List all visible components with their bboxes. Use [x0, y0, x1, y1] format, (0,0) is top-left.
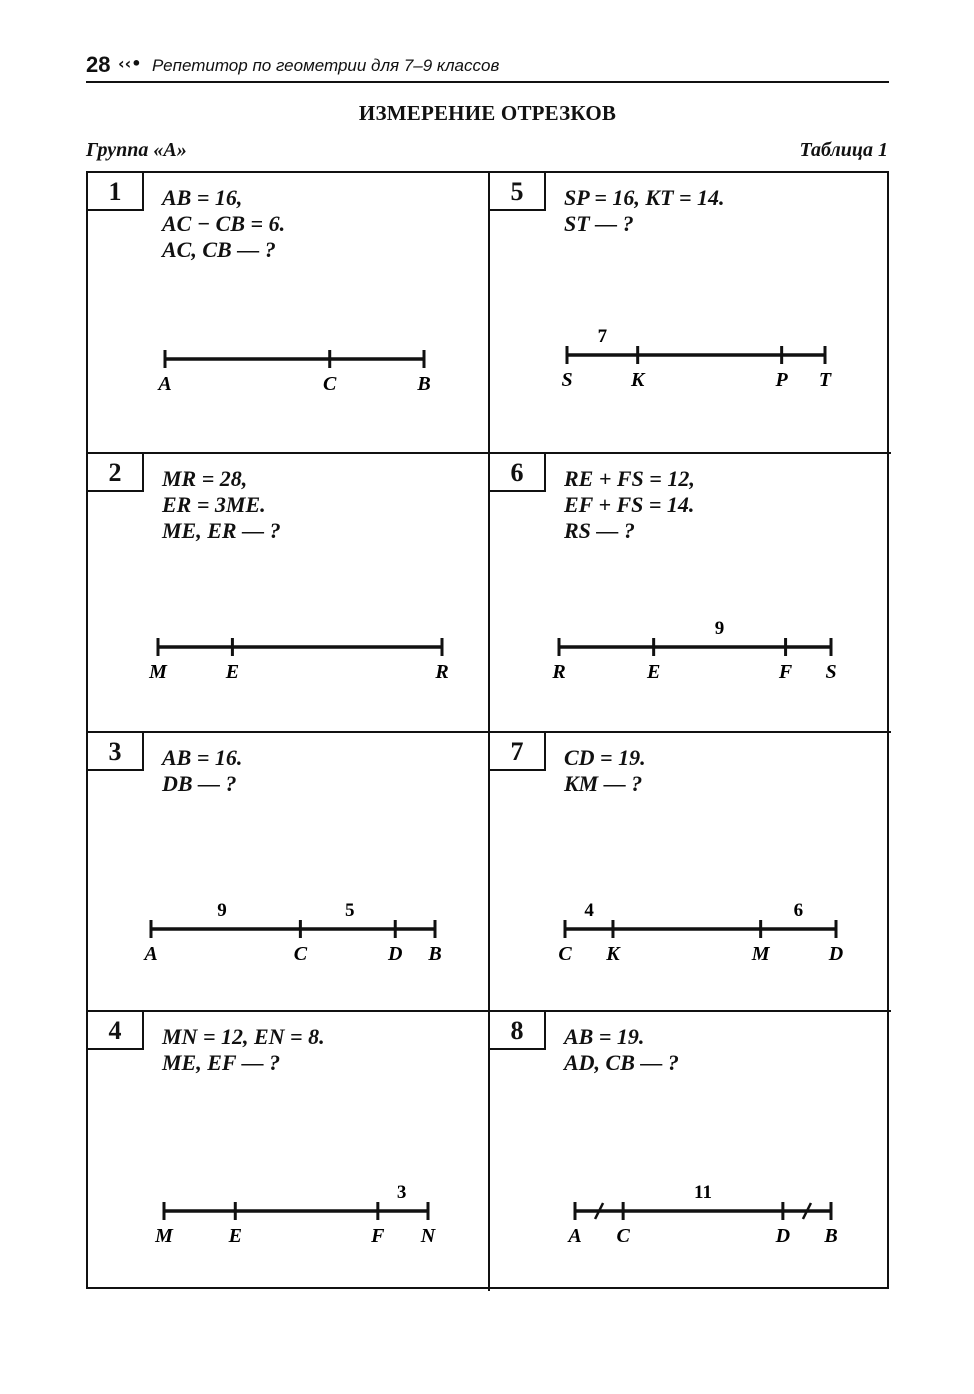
problem-number: 3 — [88, 733, 144, 771]
point-label: A — [158, 373, 172, 395]
problem-number: 8 — [490, 1012, 546, 1050]
point-label: C — [293, 943, 308, 965]
problem-number: 7 — [490, 733, 546, 771]
page-header — [86, 52, 889, 82]
condition-line: SP = 16, KT = 14. — [564, 185, 725, 210]
problem-cell-6 — [488, 452, 891, 733]
point-label: B — [824, 1225, 838, 1247]
point-label: A — [144, 943, 158, 965]
length-label: 9 — [217, 900, 227, 921]
point-label: T — [818, 369, 832, 391]
point-label: M — [155, 1225, 173, 1247]
condition-line: ME, EF — ? — [162, 1050, 281, 1075]
point-label: P — [775, 369, 788, 391]
point-label: R — [552, 661, 566, 683]
problem-conditions — [162, 745, 242, 797]
length-label: 3 — [396, 1182, 407, 1203]
point-label: A — [568, 1225, 582, 1247]
condition-line: ER = 3ME. — [162, 492, 266, 517]
segment-figure — [490, 604, 891, 714]
problem-number: 6 — [490, 454, 546, 492]
problem-cell-1 — [88, 173, 489, 452]
segment-figure — [490, 323, 891, 433]
problem-conditions — [162, 185, 285, 263]
segment-figure — [88, 323, 489, 433]
condition-line: AD, CB — ? — [564, 1050, 679, 1075]
condition-line: DB — ? — [162, 771, 237, 796]
point-label: E — [228, 1225, 242, 1247]
condition-line: ME, ER — ? — [162, 518, 281, 543]
condition-line: AC − CB = 6. — [162, 211, 286, 236]
length-label: 5 — [345, 900, 355, 921]
segment-figure — [88, 604, 489, 714]
condition-line: KM — ? — [564, 771, 643, 796]
point-label: D — [388, 943, 403, 965]
problem-table — [86, 171, 889, 1289]
condition-line: AC, CB — ? — [162, 237, 276, 262]
point-label: R — [435, 661, 449, 683]
point-label: C — [616, 1225, 630, 1247]
condition-line: ST — ? — [564, 211, 634, 236]
running-title: Репетитор по геометрии для 7–9 классов — [152, 56, 500, 75]
segment-figure — [490, 883, 891, 993]
problem-cell-4 — [88, 1010, 489, 1291]
header-rule — [86, 81, 889, 83]
condition-line: EF + FS = 14. — [564, 492, 695, 517]
condition-line: RE + FS = 12, — [564, 466, 695, 491]
length-label: 7 — [597, 326, 608, 347]
length-label: 6 — [793, 900, 804, 921]
segment-figure — [88, 883, 489, 993]
problem-conditions — [564, 466, 695, 544]
condition-line: AB = 16. — [162, 745, 243, 770]
segment-figure — [88, 1162, 489, 1272]
length-label: 9 — [714, 618, 725, 639]
problem-cell-7 — [488, 731, 891, 1012]
table-label: Таблица 1 — [799, 139, 888, 161]
problem-number: 2 — [88, 454, 144, 492]
problem-cell-2 — [88, 452, 489, 733]
point-label: B — [428, 943, 442, 965]
problem-cell-5 — [488, 173, 891, 452]
page-number: 28 — [86, 52, 111, 77]
point-label: D — [828, 943, 844, 965]
point-label: N — [420, 1225, 436, 1247]
header-ornament: ‹‹• — [118, 54, 142, 73]
group-label: Группа «А» — [86, 139, 187, 161]
length-label: 11 — [694, 1182, 712, 1203]
point-label: C — [558, 943, 572, 965]
condition-line: RS — ? — [564, 518, 635, 543]
point-label: B — [417, 373, 431, 395]
condition-line: AB = 16, — [162, 185, 243, 210]
condition-line: MN = 12, EN = 8. — [162, 1024, 325, 1049]
condition-line: CD = 19. — [564, 745, 646, 770]
point-label: K — [606, 943, 620, 965]
section-title: ИЗМЕРЕНИЕ ОТРЕЗКОВ — [358, 101, 617, 125]
point-label: K — [631, 369, 645, 391]
problem-conditions — [564, 1024, 679, 1076]
problem-cell-3 — [88, 731, 489, 1012]
problem-number: 5 — [490, 173, 546, 211]
point-label: D — [775, 1225, 791, 1247]
problem-cell-8 — [488, 1010, 891, 1291]
point-label: E — [225, 661, 240, 683]
problem-conditions — [564, 185, 725, 237]
length-label: 4 — [584, 900, 594, 921]
problem-number: 4 — [88, 1012, 144, 1050]
point-label: C — [323, 373, 337, 395]
condition-line: MR = 28, — [162, 466, 248, 491]
problem-number: 1 — [88, 173, 144, 211]
point-label: S — [825, 661, 837, 683]
problem-conditions — [162, 1024, 325, 1076]
point-label: M — [149, 661, 167, 683]
point-label: E — [646, 661, 661, 683]
problem-conditions — [162, 466, 281, 544]
segment-figure — [490, 1162, 891, 1272]
point-label: F — [371, 1225, 385, 1247]
condition-line: AB = 19. — [564, 1024, 645, 1049]
problem-conditions — [564, 745, 646, 797]
point-label: S — [561, 369, 573, 391]
point-label: F — [778, 661, 793, 683]
point-label: M — [751, 943, 770, 965]
